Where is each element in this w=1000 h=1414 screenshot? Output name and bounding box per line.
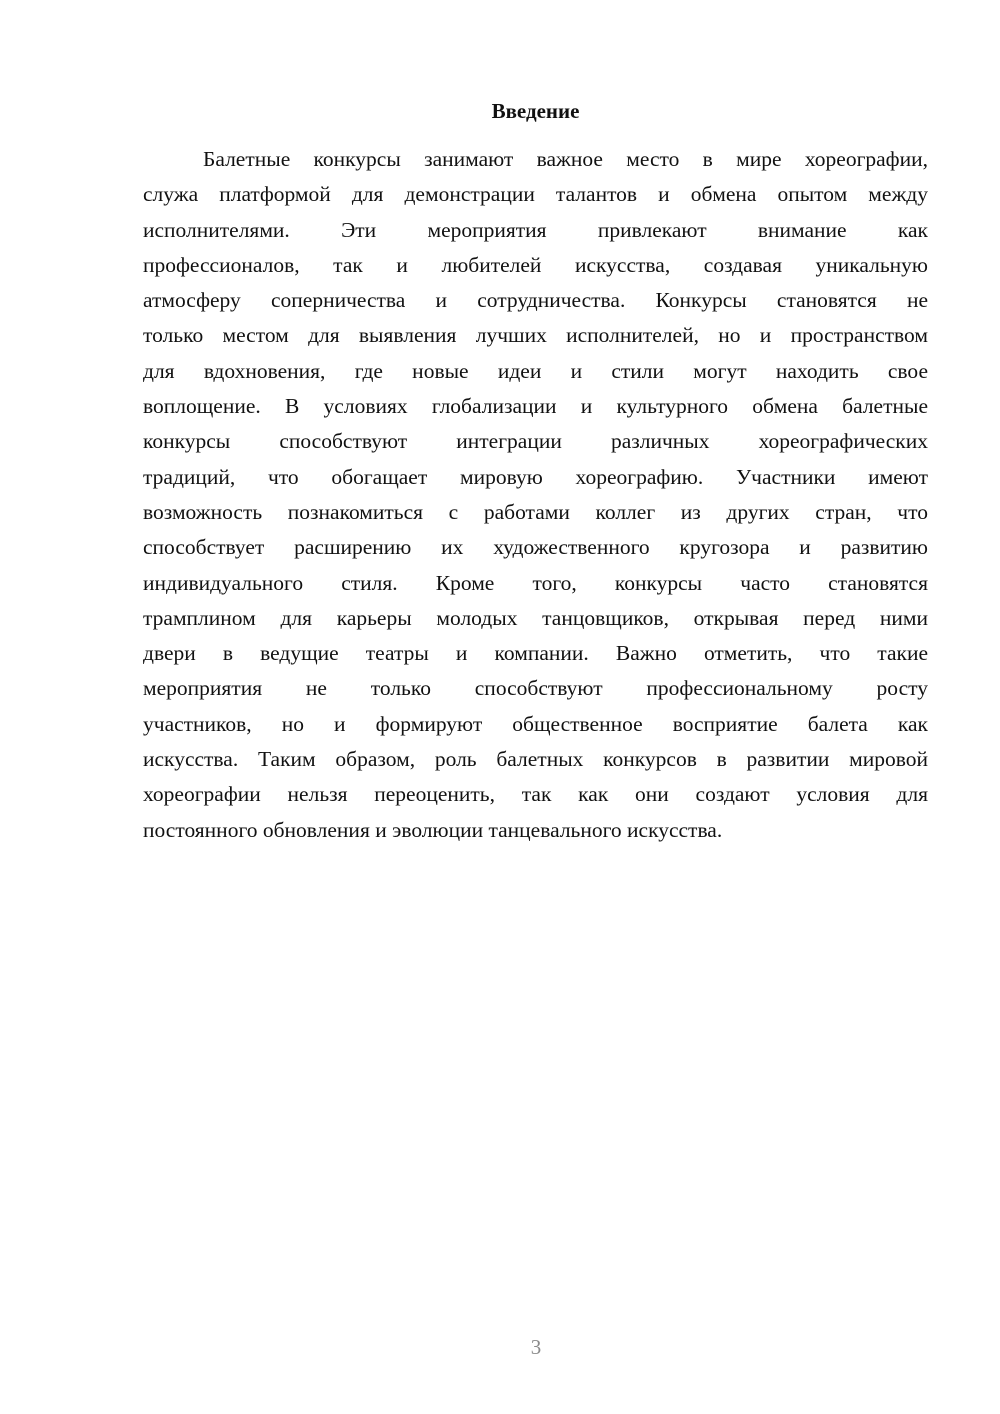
section-heading: Введение [491, 99, 580, 123]
paragraph-line: профессионалов, так и любителей искусства, создавая уникальную [143, 252, 928, 277]
paragraph-line: исполнителями. Эти мероприятия привлекают внимание как [143, 217, 928, 242]
paragraph-line: двери в ведущие театры и компании. Важно отметить, что такие [143, 641, 928, 666]
paragraph-line: трамплином для карьеры молодых танцовщиков, открывая перед ними [143, 605, 928, 630]
paragraph-line: атмосферу соперничества и сотрудничества. Конкурсы становятся не [143, 288, 928, 313]
paragraph-line: возможность познакомиться с работами коллег из других стран, что [143, 499, 928, 524]
paragraph-line: воплощение. В условиях глобализации и культурного обмена балетные [143, 394, 928, 419]
paragraph-line: способствует расширению их художественного кругозора и развитию [143, 535, 928, 560]
paragraph-line: хореографии нельзя переоценить, так как они создают условия для [143, 782, 928, 807]
paragraph-line: конкурсы способствуют интеграции различных хореографических [143, 429, 928, 454]
paragraph-line: только местом для выявления лучших исполнителей, но и пространством [143, 323, 928, 348]
paragraph-line: индивидуального стиля. Кроме того, конкурсы часто становятся [143, 570, 928, 595]
paragraph-line: традиций, что обогащает мировую хореографию. Участники имеют [143, 464, 928, 489]
page-number: 3 [530, 1335, 542, 1359]
paragraph-line: для вдохновения, где новые идеи и стили могут находить свое [143, 358, 928, 383]
paragraph-line: мероприятия не только способствуют профессиональному росту [143, 676, 928, 701]
paragraph-line: искусства. Таким образом, роль балетных конкурсов в развитии мировой [143, 747, 928, 772]
body-paragraph [143, 142, 928, 848]
paragraph-line: участников, но и формируют общественное восприятие балета как [143, 711, 928, 736]
paragraph-line: Балетные конкурсы занимают важное место в мире хореографии, [203, 147, 928, 171]
paragraph-line: служа платформой для демонстрации талантов и обмена опытом между [143, 182, 928, 207]
paragraph-line: постоянного обновления и эволюции танцевального искусства. [143, 817, 723, 842]
